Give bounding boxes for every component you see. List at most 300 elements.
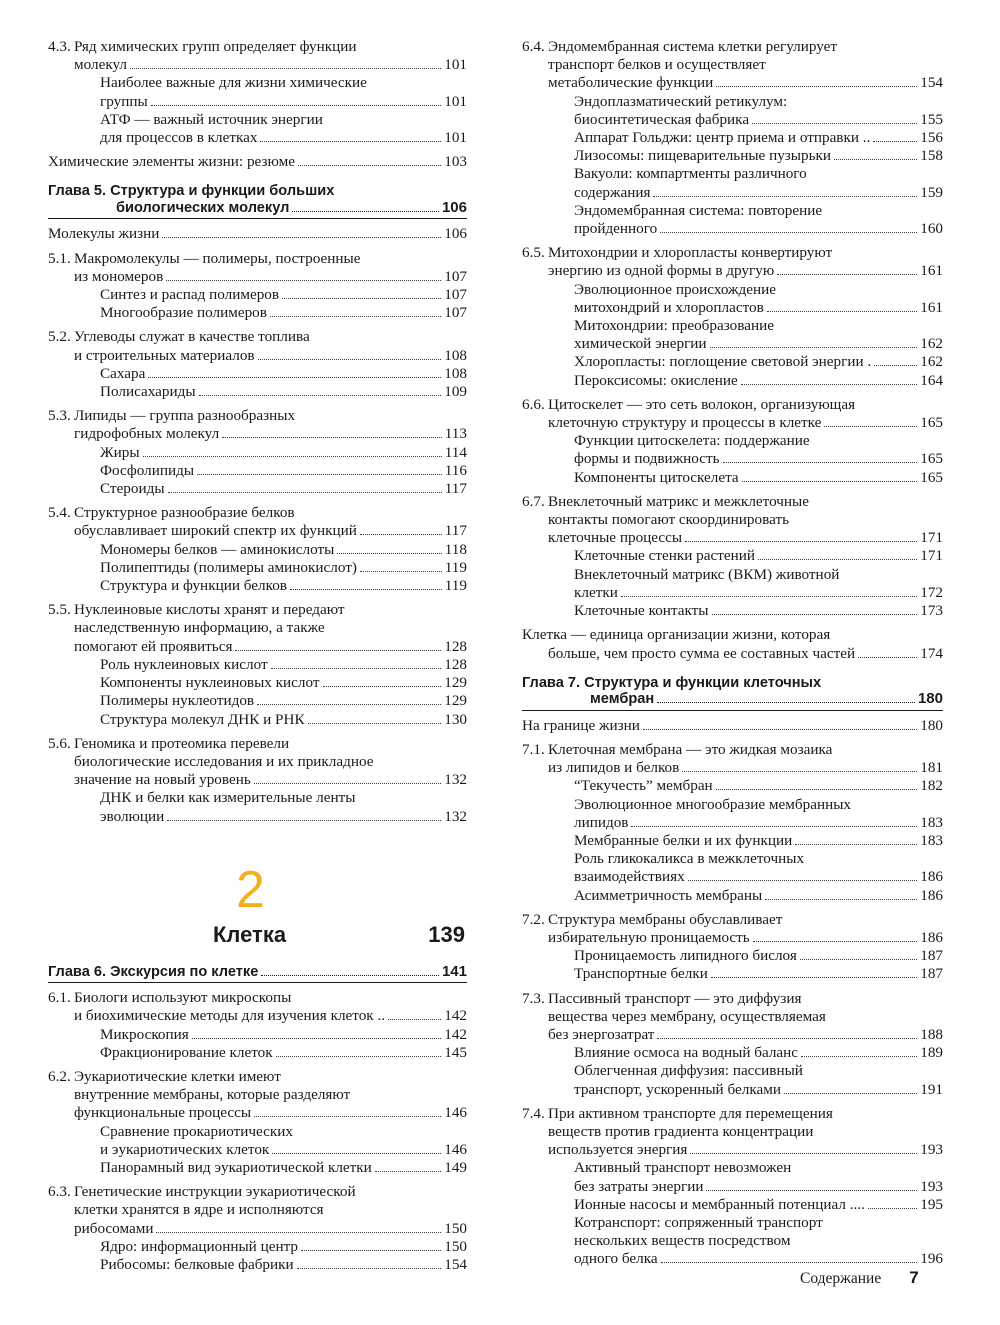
toc-line xyxy=(522,645,943,663)
entry-title-text: избирательную проницаемость xyxy=(548,928,750,946)
toc-line xyxy=(522,887,943,905)
entry-title-text: липидов xyxy=(574,813,629,831)
toc-subentry[interactable] xyxy=(522,129,943,147)
toc-line xyxy=(522,759,943,777)
page-ref: 182 xyxy=(920,777,943,795)
entry-title-text: Фосфолипиды xyxy=(100,461,195,479)
dot-leader xyxy=(261,975,439,976)
entry-title-text: значение на новый уровень xyxy=(74,771,251,789)
page-ref: 117 xyxy=(444,522,467,540)
section-number: 6.5. xyxy=(522,244,545,262)
toc-line xyxy=(522,850,943,868)
toc-line xyxy=(48,559,467,577)
toc-subentry[interactable] xyxy=(522,432,943,468)
section-number: 6.4. xyxy=(522,38,545,55)
entry-title-text: Митохондрии и хлоропласты конвертируют xyxy=(548,244,833,262)
toc-line xyxy=(48,425,467,443)
toc-line xyxy=(522,1044,943,1062)
toc-subentry[interactable] xyxy=(48,789,467,825)
toc-subentry[interactable] xyxy=(48,1026,467,1044)
entry-title-text: “Текучесть” мембран xyxy=(574,777,713,795)
dot-leader xyxy=(301,1250,441,1251)
dot-leader xyxy=(784,1093,917,1094)
dot-leader xyxy=(741,384,917,385)
dot-leader xyxy=(168,492,442,493)
page-ref: 181 xyxy=(920,759,943,777)
toc-line xyxy=(522,1008,943,1026)
dot-leader xyxy=(282,298,441,299)
entry-title-text: Синтез и распад полимеров xyxy=(100,286,280,304)
toc-subentry[interactable] xyxy=(522,281,943,317)
page-ref: 187 xyxy=(920,947,943,965)
toc-line xyxy=(522,1178,943,1196)
entry-title-text: клетки хранятся в ядре и исполняются xyxy=(74,1201,324,1219)
entry-title-text: Ядро: информационный центр xyxy=(100,1237,299,1255)
toc-entry[interactable] xyxy=(48,735,467,790)
dot-leader xyxy=(800,959,917,960)
page-ref: 154 xyxy=(444,1256,467,1274)
entry-title-text: клетки xyxy=(574,583,618,601)
dot-leader xyxy=(156,1232,441,1233)
toc-line xyxy=(48,225,467,243)
section-number: 6.6. xyxy=(522,395,545,413)
toc-line xyxy=(48,1183,467,1201)
entry-title-text: Макромолекулы — полимеры, построенные xyxy=(74,249,361,267)
toc-line xyxy=(48,1220,467,1238)
dot-leader xyxy=(657,702,915,703)
toc-line xyxy=(522,511,943,529)
toc-subentry[interactable] xyxy=(522,832,943,850)
page-ref: 118 xyxy=(444,540,467,558)
toc-subentry[interactable] xyxy=(48,74,467,110)
toc-subentry[interactable] xyxy=(522,1196,943,1214)
toc-subentry[interactable] xyxy=(522,1159,943,1195)
toc-line xyxy=(48,1141,467,1159)
toc-subentry[interactable] xyxy=(48,462,467,480)
toc-line xyxy=(48,407,467,425)
toc-entry[interactable] xyxy=(522,1105,943,1160)
toc-line xyxy=(48,347,467,365)
toc-subentry[interactable] xyxy=(522,469,943,487)
page-ref: 173 xyxy=(920,602,943,620)
toc-chapter-heading[interactable] xyxy=(48,183,467,219)
toc-subentry[interactable] xyxy=(48,1238,467,1256)
toc-subentry[interactable] xyxy=(48,304,467,322)
toc-subentry[interactable] xyxy=(522,1062,943,1098)
part-page: 139 xyxy=(428,921,465,947)
entry-title-text: клеточную структуру и процессы в клетке xyxy=(548,414,822,432)
page-ref: 128 xyxy=(444,637,467,655)
page-ref: 109 xyxy=(444,383,467,401)
toc-subentry[interactable] xyxy=(522,372,943,390)
toc-section-right xyxy=(522,38,943,1269)
section-number: 7.3. xyxy=(522,989,545,1007)
page-ref: 180 xyxy=(920,716,943,734)
entry-title-text: используется энергия xyxy=(548,1141,688,1159)
toc-subentry[interactable] xyxy=(48,656,467,674)
toc-line xyxy=(48,638,467,656)
section-number: 4.3. xyxy=(48,38,71,55)
toc-subentry[interactable] xyxy=(522,777,943,795)
entry-title-text: Компоненты цитоскелета xyxy=(574,468,739,486)
page-ref: 186 xyxy=(920,886,943,904)
entry-title-text: Панорамный вид эукариотической клетки xyxy=(100,1159,372,1177)
toc-subentry[interactable] xyxy=(522,947,943,965)
dot-leader xyxy=(834,159,917,160)
page-number: 7 xyxy=(909,1268,919,1287)
toc-line xyxy=(522,317,943,335)
entry-title-text: формы и подвижность xyxy=(574,450,720,468)
toc-subentry[interactable] xyxy=(48,111,467,147)
page-ref: 172 xyxy=(920,583,943,601)
toc-line xyxy=(48,771,467,789)
toc-line xyxy=(48,1068,467,1086)
dot-leader xyxy=(752,123,917,124)
toc-subentry[interactable] xyxy=(48,365,467,383)
toc-left-column xyxy=(48,32,467,1274)
toc-subentry[interactable] xyxy=(522,850,943,886)
entry-title-text: Структура молекул ДНК и РНК xyxy=(100,710,305,728)
toc-subentry[interactable] xyxy=(48,541,467,559)
toc-entry[interactable] xyxy=(522,244,943,280)
dot-leader xyxy=(758,559,917,560)
toc-line xyxy=(48,383,467,401)
page-ref: 187 xyxy=(920,965,943,983)
toc-chapter-heading[interactable] xyxy=(522,675,943,711)
part-title: Клетка xyxy=(213,921,287,947)
entry-title-text: биологических молекул xyxy=(116,199,290,216)
toc-line xyxy=(522,372,943,390)
toc-entry[interactable] xyxy=(522,396,943,432)
toc-entry[interactable] xyxy=(48,1068,467,1123)
entry-title-text: Котранспорт: сопряженный транспорт xyxy=(574,1213,823,1231)
section-number: 5.4. xyxy=(48,504,71,522)
toc-line xyxy=(48,711,467,729)
dot-leader xyxy=(143,456,442,457)
entry-title-text: Глава 5. Структура и функции больших xyxy=(48,183,335,200)
toc-line xyxy=(48,692,467,710)
toc-line xyxy=(48,200,467,217)
entry-title-text: При активном транспорте для перемещения xyxy=(548,1104,833,1122)
dot-leader xyxy=(868,1208,917,1209)
toc-entry[interactable] xyxy=(522,990,943,1045)
toc-line xyxy=(522,1214,943,1232)
toc-line xyxy=(522,38,943,56)
entry-title-text: Транспортные белки xyxy=(574,965,708,983)
entry-title-text: энергию из одной формы в другую xyxy=(548,262,775,280)
page-ref: 188 xyxy=(920,1025,943,1043)
toc-line xyxy=(522,911,943,929)
entry-title-text: Нуклеиновые кислоты хранят и передают xyxy=(74,601,345,619)
page-ref: 165 xyxy=(920,414,943,432)
dot-leader xyxy=(360,534,442,535)
section-number: 5.6. xyxy=(48,734,71,752)
page-ref: 174 xyxy=(920,644,943,662)
toc-line xyxy=(48,480,467,498)
entry-title-text: Компоненты нуклеиновых кислот xyxy=(100,674,320,692)
entry-title-text: метаболические функции xyxy=(548,74,714,92)
toc-subentry[interactable] xyxy=(522,796,943,832)
toc-line xyxy=(522,432,943,450)
toc-entry[interactable] xyxy=(48,38,467,74)
toc-line xyxy=(522,566,943,584)
entry-title-text: Глава 7. Структура и функции клеточных xyxy=(522,674,822,691)
toc-entry[interactable] xyxy=(48,250,467,286)
entry-title-text: Роль гликокаликса в межклеточных xyxy=(574,850,805,868)
dot-leader xyxy=(199,395,442,396)
toc-line xyxy=(522,299,943,317)
entry-title-text: Клеточные контакты xyxy=(574,602,709,620)
entry-title-text: гидрофобных молекул xyxy=(74,425,220,443)
entry-title-text: Полисахариды xyxy=(100,383,196,401)
entry-title-text: взаимодействиях xyxy=(574,868,685,886)
toc-line xyxy=(522,929,943,947)
dot-leader xyxy=(260,141,441,142)
section-number: 5.3. xyxy=(48,407,71,425)
toc-line xyxy=(48,735,467,753)
toc-subentry[interactable] xyxy=(522,202,943,238)
toc-line xyxy=(522,814,943,832)
toc-line xyxy=(522,717,943,735)
toc-line xyxy=(48,462,467,480)
toc-line xyxy=(522,202,943,220)
page-ref: 165 xyxy=(920,450,943,468)
page-ref: 129 xyxy=(444,692,467,710)
dot-leader xyxy=(706,1190,917,1191)
toc-subentry[interactable] xyxy=(48,692,467,710)
toc-line xyxy=(522,990,943,1008)
dot-leader xyxy=(688,880,918,881)
toc-subentry[interactable] xyxy=(522,317,943,353)
toc-line xyxy=(48,1238,467,1256)
toc-entry[interactable] xyxy=(48,407,467,443)
toc-subentry[interactable] xyxy=(522,602,943,620)
entry-title-text: Рибосомы: белковые фабрики xyxy=(100,1256,294,1274)
toc-subentry[interactable] xyxy=(48,1044,467,1062)
page-ref: 154 xyxy=(920,74,943,92)
toc-subentry[interactable] xyxy=(48,286,467,304)
toc-subentry[interactable] xyxy=(48,480,467,498)
entry-title-text: контакты помогают скоординировать xyxy=(548,511,790,529)
toc-subentry[interactable] xyxy=(522,547,943,565)
dot-leader xyxy=(323,686,442,687)
dot-leader xyxy=(270,316,441,317)
dot-leader xyxy=(716,789,918,790)
entry-title-text: Микроскопия xyxy=(100,1025,189,1043)
toc-entry[interactable] xyxy=(522,717,943,735)
entry-title-text: Мономеры белков — аминокислоты xyxy=(100,540,335,558)
entry-title-text: больше, чем просто сумма ее составных частей xyxy=(548,644,856,662)
toc-subentry[interactable] xyxy=(522,965,943,983)
page-ref: 158 xyxy=(920,147,943,165)
entry-title-text: рибосомами xyxy=(74,1219,154,1237)
dot-leader xyxy=(657,1038,917,1039)
toc-entry[interactable] xyxy=(522,626,943,662)
toc-entry[interactable] xyxy=(522,741,943,777)
entry-title-text: транспорт белков и осуществляет xyxy=(548,56,766,74)
toc-line xyxy=(522,1196,943,1214)
toc-subentry[interactable] xyxy=(522,165,943,201)
page-ref: 108 xyxy=(444,364,467,382)
entry-title-text: ДНК и белки как измерительные ленты xyxy=(100,789,356,807)
dot-leader xyxy=(148,377,441,378)
toc-entry[interactable] xyxy=(48,225,467,243)
page-ref: 103 xyxy=(444,153,467,171)
page-ref: 128 xyxy=(444,655,467,673)
entry-title-text: Эволюционное многообразие мембранных xyxy=(574,795,852,813)
entry-title-text: Клеточная мембрана — это жидкая мозаика xyxy=(548,740,833,758)
toc-line xyxy=(522,353,943,371)
toc-subentry[interactable] xyxy=(522,1214,943,1269)
toc-subentry[interactable] xyxy=(522,93,943,129)
dot-leader xyxy=(873,141,917,142)
entry-title-text: транспорт, ускоренный белками xyxy=(574,1080,781,1098)
toc-subentry[interactable] xyxy=(48,444,467,462)
toc-subentry[interactable] xyxy=(48,1159,467,1177)
page-ref: 113 xyxy=(444,425,467,443)
section-number: 6.7. xyxy=(522,492,545,510)
toc-line xyxy=(522,281,943,299)
toc-line xyxy=(48,1123,467,1141)
toc-line xyxy=(48,56,467,74)
toc-line xyxy=(522,469,943,487)
page-ref: 119 xyxy=(444,577,467,595)
entry-title-text: Геномика и протеомика перевели xyxy=(74,734,290,752)
entry-title-text: группы xyxy=(100,92,148,110)
dot-leader xyxy=(162,237,441,238)
toc-section-part1 xyxy=(48,38,467,826)
entry-title-text: Структура мембраны обуславливает xyxy=(548,910,783,928)
toc-line xyxy=(522,244,943,262)
entry-title-text: клеточные процессы xyxy=(548,529,683,547)
toc-line xyxy=(522,796,943,814)
entry-title-text: Эволюционное происхождение xyxy=(574,280,777,298)
page-footer xyxy=(800,1268,919,1288)
page-ref: 162 xyxy=(920,335,943,353)
toc-line xyxy=(48,250,467,268)
page-ref: 183 xyxy=(920,831,943,849)
toc-line xyxy=(522,111,943,129)
entry-title-text: помогают ей проявиться xyxy=(74,637,233,655)
entry-title-text: пройденного xyxy=(574,220,658,238)
dot-leader xyxy=(254,1116,441,1117)
toc-entry[interactable] xyxy=(522,911,943,947)
page-ref: 159 xyxy=(920,183,943,201)
toc-entry[interactable] xyxy=(48,328,467,364)
entry-title-text: Ряд химических групп определяет функции xyxy=(74,38,357,55)
toc-entry[interactable] xyxy=(48,153,467,171)
section-number: 6.3. xyxy=(48,1183,71,1201)
toc-subentry[interactable] xyxy=(48,383,467,401)
page-ref: 180 xyxy=(917,690,943,708)
toc-line xyxy=(522,335,943,353)
entry-title-text: Лизосомы: пищеварительные пузырьки xyxy=(574,147,832,165)
page-ref: 142 xyxy=(444,1025,467,1043)
page-ref: 116 xyxy=(444,461,467,479)
toc-subentry[interactable] xyxy=(48,674,467,692)
toc-entry[interactable] xyxy=(522,38,943,93)
dot-leader xyxy=(235,650,441,651)
toc-subentry[interactable] xyxy=(522,353,943,371)
toc-line xyxy=(48,1007,467,1025)
toc-entry[interactable] xyxy=(48,504,467,540)
toc-line xyxy=(522,220,943,238)
entry-title-text: Мембранные белки и их функции xyxy=(574,831,793,849)
footer-label: Содержание xyxy=(800,1270,882,1287)
dot-leader xyxy=(192,1038,441,1039)
entry-title-text: Проницаемость липидного бислоя xyxy=(574,947,797,965)
dot-leader xyxy=(292,211,439,212)
toc-entry[interactable] xyxy=(48,1183,467,1238)
page-ref: 146 xyxy=(444,1140,467,1158)
toc-line xyxy=(522,777,943,795)
toc-entry[interactable] xyxy=(48,601,467,656)
entry-title-text: Вакуоли: компартменты различного xyxy=(574,165,807,183)
toc-entry[interactable] xyxy=(48,989,467,1025)
toc-line xyxy=(48,93,467,111)
toc-line xyxy=(48,286,467,304)
toc-line xyxy=(48,444,467,462)
dot-leader xyxy=(795,844,917,845)
toc-subentry[interactable] xyxy=(522,887,943,905)
page-ref: 193 xyxy=(920,1177,943,1195)
toc-line xyxy=(48,989,467,1007)
toc-entry[interactable] xyxy=(522,493,943,548)
toc-line xyxy=(522,184,943,202)
toc-line xyxy=(48,964,467,981)
dot-leader xyxy=(375,1171,441,1172)
toc-subentry[interactable] xyxy=(48,711,467,729)
entry-title-text: Асимметричность мембраны xyxy=(574,886,763,904)
dot-leader xyxy=(308,723,442,724)
section-number: 5.2. xyxy=(48,328,71,346)
toc-line xyxy=(522,547,943,565)
page-ref: 156 xyxy=(920,129,943,147)
toc-subentry[interactable] xyxy=(522,147,943,165)
entry-title-text: Стероиды xyxy=(100,480,165,498)
toc-chapter-heading[interactable] xyxy=(48,964,467,984)
entry-title-text: Роль нуклеиновых кислот xyxy=(100,655,268,673)
dot-leader xyxy=(777,274,917,275)
entry-title-text: На границе жизни xyxy=(522,716,640,734)
entry-title-text: биосинтетическая фабрика xyxy=(574,110,750,128)
toc-line xyxy=(48,183,467,200)
toc-subentry[interactable] xyxy=(48,559,467,577)
dot-leader xyxy=(621,596,917,597)
toc-subentry[interactable] xyxy=(522,1044,943,1062)
toc-subentry[interactable] xyxy=(48,1123,467,1159)
dot-leader xyxy=(257,704,441,705)
dot-leader xyxy=(197,474,442,475)
toc-line xyxy=(522,529,943,547)
page-ref: 171 xyxy=(920,529,943,547)
entry-title-text: Клетка — единица организации жизни, которая xyxy=(522,626,831,644)
toc-subentry[interactable] xyxy=(48,577,467,595)
toc-line xyxy=(522,584,943,602)
toc-line xyxy=(522,396,943,414)
page-ref: 183 xyxy=(920,813,943,831)
toc-subentry[interactable] xyxy=(522,566,943,602)
toc-subentry[interactable] xyxy=(48,1256,467,1274)
page-ref: 132 xyxy=(444,771,467,789)
part-heading xyxy=(48,860,467,952)
section-number: 5.5. xyxy=(48,601,71,619)
dot-leader xyxy=(222,437,442,438)
page-ref: 150 xyxy=(444,1237,467,1255)
dot-leader xyxy=(271,668,442,669)
page-ref: 191 xyxy=(920,1080,943,1098)
toc-line xyxy=(48,1104,467,1122)
